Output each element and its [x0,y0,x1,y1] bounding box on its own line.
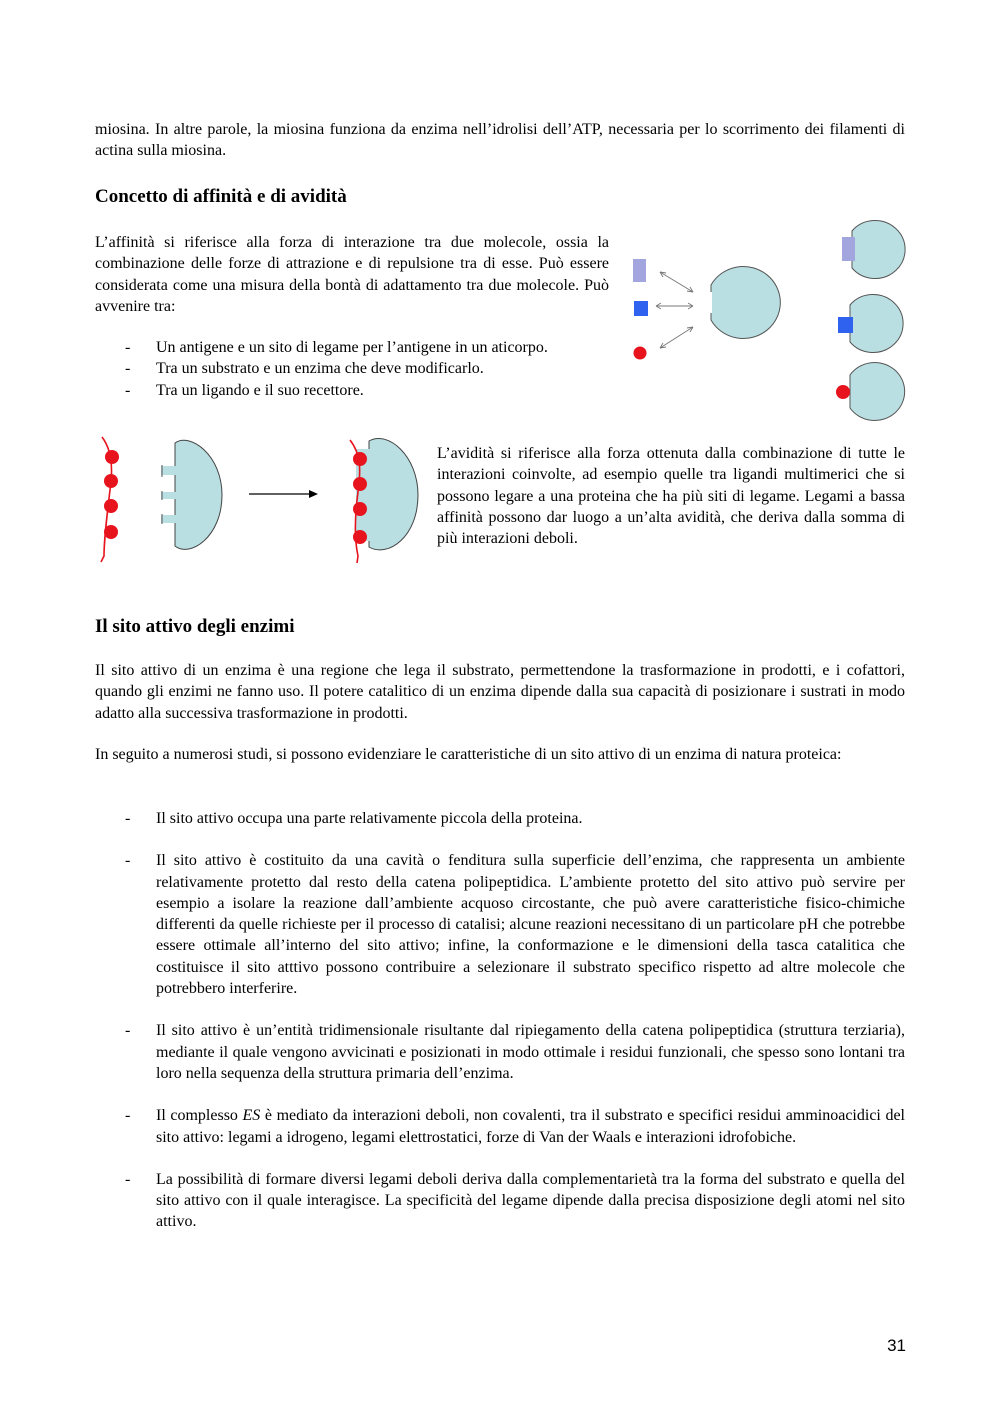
reaction-arrow [249,490,318,498]
list-dash: - [125,1170,131,1188]
red-ligand [634,347,647,360]
list-item: - Tra un substrato e un enzima che deve modificarlo. [95,358,609,379]
affinity-diagram [620,210,910,425]
section-title-affinity: Concetto di affinità e di avidità [95,186,347,207]
list-dash: - [125,1022,131,1040]
active-site-paragraph-1: Il sito attivo di un enzima è una regione che lega il substrato, permettendone la trasformazione in prodotti, e i cofattori, quando gli enzimi ne fanno uso. Il potere catalitico di un enzima dipende dalla sua capacità di posizionare i sustrati in modo adatto alla successiva trasformazione in prodotti. [95,662,905,722]
arrow [660,327,693,348]
active-site-list [95,808,905,1254]
enzyme-bound-red [836,363,905,421]
intro-paragraph: miosina. In altre parole, la miosina funziona da enzima nell’idrolisi dell’ATP, necessaria per lo scorrimento dei filamenti di actina sulla miosina. [95,121,905,160]
list-item: - Un antigene e un sito di legame per l’antigene in un aticorpo. [95,337,609,358]
arrow [660,272,693,292]
section-title-active-site: Il sito attivo degli enzimi [95,616,295,637]
blue-ligand [634,301,648,316]
list-dash: - [125,1107,131,1125]
list-dash: - [125,381,131,399]
affinity-paragraph: L’affinità si riferisce alla forza di interazione tra due molecole, ossia la combinazione delle forze di attrazione e di repulsione tra di esse. Può essere considerata come una misura della bontà di adattamento tra due molecole. Può avvenire tra: [95,234,609,315]
enzyme-with-site [698,266,780,338]
avidity-diagram [90,428,430,570]
list-dash: - [125,810,131,827]
enzyme-bound-lavender [842,221,905,279]
list-item: - La possibilità di formare diversi legami deboli deriva dalla complementarietà tra la forma del substrato e quella del sito attivo con il quale interagisce. La specificità del legame dipende dalla precisa disposizione degli atomi nel sito attivo. [125,1170,905,1231]
protein-ligand-complex [350,438,418,563]
active-site-paragraph-2: In seguito a numerosi studi, si possono evidenziare le caratteristiche di un sito attivo di un enzima di natura proteica: [95,746,842,763]
list-item: - Il sito attivo è un’entità tridimensionale risultante dal ripiegamento della catena polipeptidica (struttura terziaria), mediante il quale vengono avvicinati e posizionati in modo ottimale i residui funzionali, che spesso sono lontani tra loro nella sequenza della struttura primaria dell’enzima. [125,1022,905,1082]
list-dash: - [125,360,131,378]
lavender-ligand [633,259,646,282]
list-dash: - [125,339,131,356]
list-item: - Il complesso ES è mediato da interazioni deboli, non covalenti, tra il substrato e specifici residui amminoacidici del sito attivo: legami a idrogeno, legami elettrostatici, forze di Van der Waals e interazioni idrofobiche. [125,1107,905,1146]
multisite-protein [161,440,222,549]
multimeric-ligand [101,437,119,562]
avidity-paragraph: L’avidità si riferisce alla forza ottenuta dalla combinazione di tutte le interazioni coinvolte, ad esempio quelle tra ligandi multimerici che si possono legare a una proteina che ha più siti di legame. Legami a bassa affinità possono dar luogo a un’alta avidità, che deriva dalla somma di più interazioni deboli. [437,445,905,548]
list-item: - Il sito attivo occupa una parte relativamente piccola della proteina. [95,808,905,829]
page-number: 31 [887,1336,906,1355]
enzyme-bound-blue [838,294,903,352]
list-dash: - [125,852,131,870]
list-item: - Tra un ligando e il suo recettore. [95,380,609,401]
list-item: - Il sito attivo è costituito da una cavità o fenditura sulla superficie dell’enzima, che rappresenta un ambiente relativamente protetto dal resto della catena polipeptidica. L’ambiente protetto del sito attivo può servire per esempio a isolare la reazione dall’ambiente acquoso circostante, che può avere caratteristiche fisico-chimiche differenti da quelle richieste per il processo di catalisi; alcune reazioni necessitano di un particolare pH che potrebbe essere ottimale all’interno del sito attivo; infine, la conformazione e le dimensioni della tasca catalitica che costituisce il sito atttivo possono contribuire a selezionare il substrato specifico rispetto ad altre molecole che potrebbero interferire. [125,852,905,998]
affinity-list [95,337,609,401]
